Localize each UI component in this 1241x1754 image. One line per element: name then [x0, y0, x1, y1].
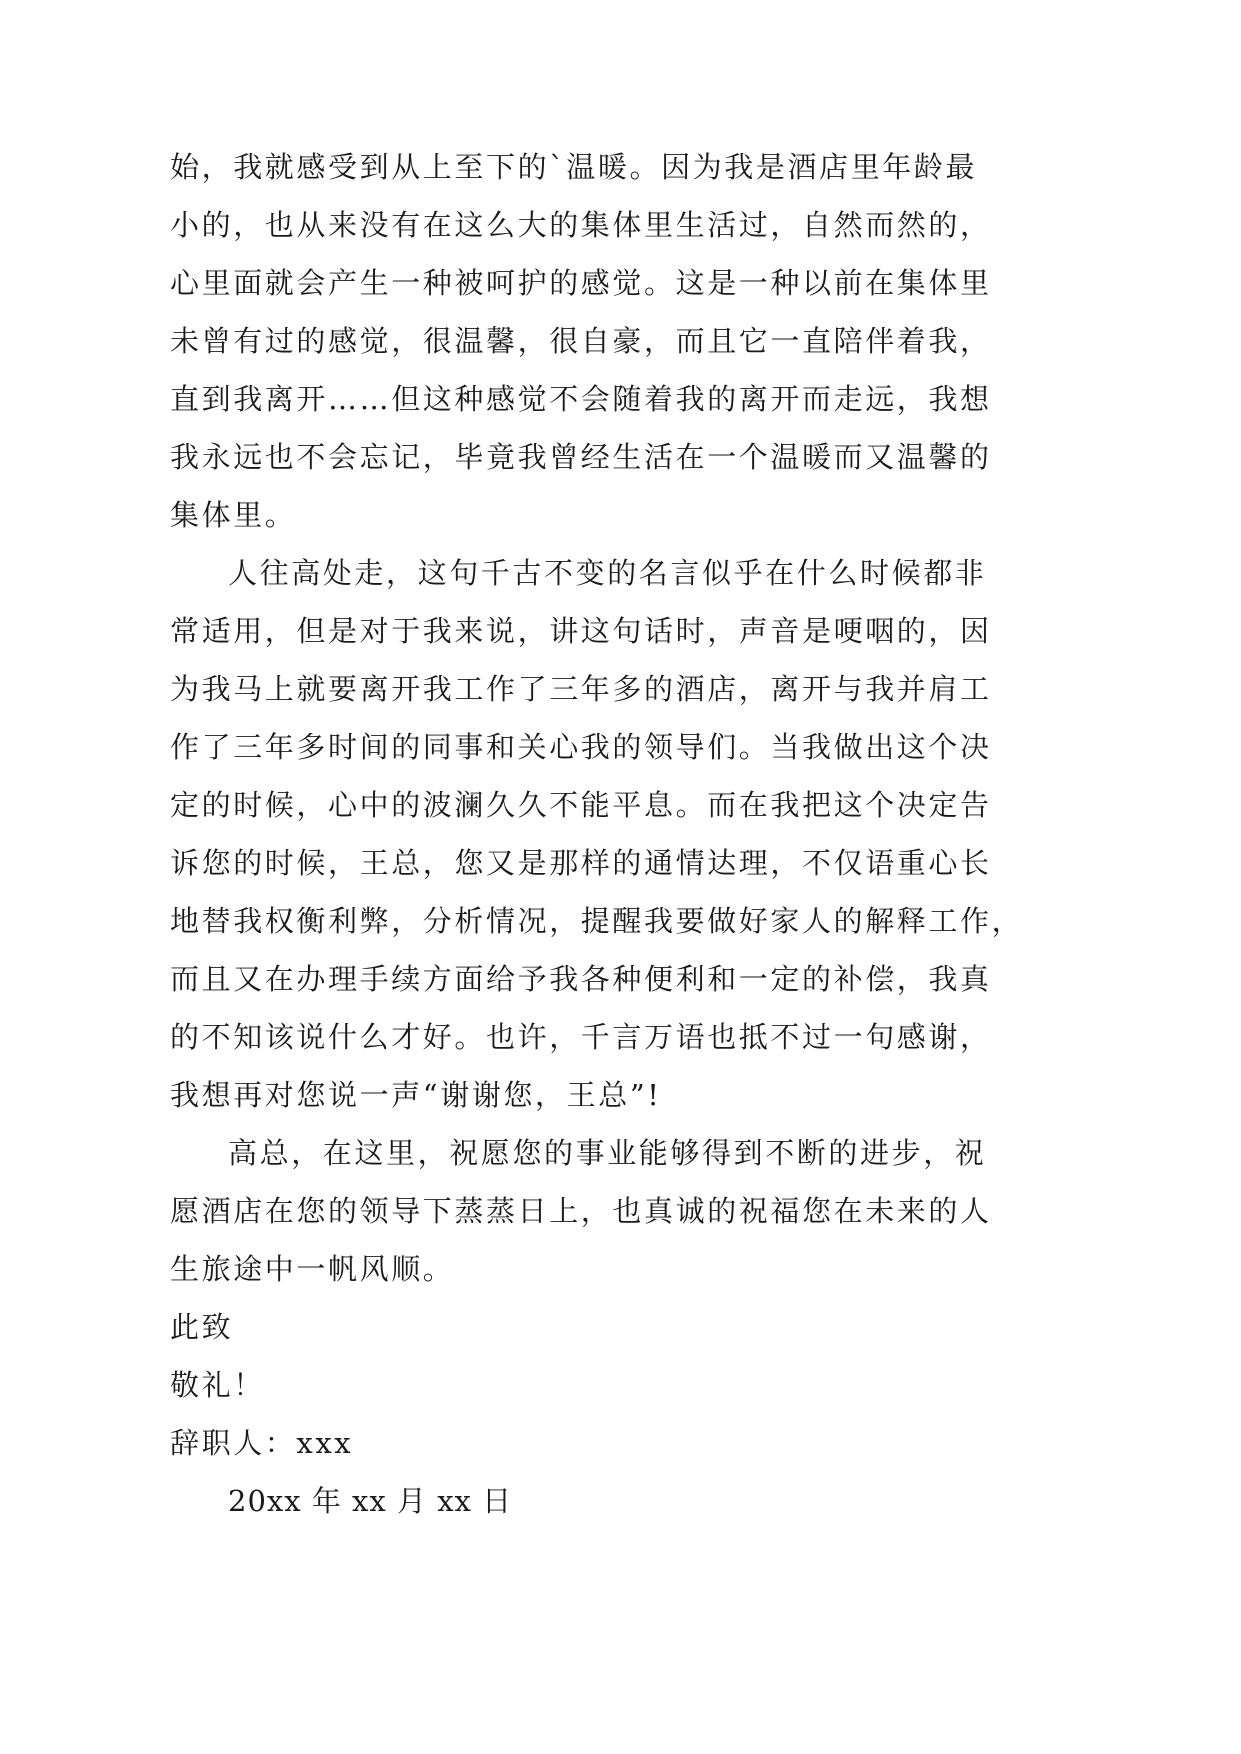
text-line: 我想再对您说一声“谢谢您，王总”! — [170, 1078, 662, 1112]
text-line: 为我马上就要离开我工作了三年多的酒店，离开与我并肩工 — [170, 672, 992, 706]
text-line: 定的时候，心中的波澜久久不能平息。而在我把这个决定告 — [170, 788, 992, 822]
text-line: 我永远也不会忘记，毕竟我曾经生活在一个温暖而又温馨的 — [170, 440, 992, 474]
text-line: 生旅途中一帆风顺。 — [170, 1252, 455, 1286]
text-line: 诉您的时候，王总，您又是那样的通情达理，不仅语重心长 — [170, 846, 992, 880]
letter-body — [170, 138, 1024, 1530]
paragraph-2 — [170, 544, 1024, 1124]
text-line: 愿酒店在您的领导下蒸蒸日上，也真诚的祝福您在未来的人 — [170, 1194, 992, 1228]
paragraph-1 — [170, 138, 992, 544]
closing-salutation: 此致 — [170, 1310, 234, 1344]
text-line: 人往高处走，这句千古不变的名言似乎在什么时候都非 — [228, 556, 987, 590]
text-line: 直到我离开……但这种感觉不会随着我的离开而走远，我想 — [170, 382, 992, 416]
closing-block — [170, 1298, 955, 1530]
text-line: 集体里。 — [170, 498, 297, 532]
text-line: 常适用，但是对于我来说，讲这句话时，声音是哽咽的，因 — [170, 614, 992, 648]
paragraph-3 — [170, 1124, 992, 1298]
text-line: 未曾有过的感觉，很温馨，很自豪，而且它一直陪伴着我， — [170, 324, 992, 358]
text-line: 高总，在这里，祝愿您的事业能够得到不断的进步，祝 — [228, 1136, 987, 1170]
text-line: 的不知该说什么才好。也许，千言万语也抵不过一句感谢， — [170, 1020, 992, 1054]
text-line: 地替我权衡利弊，分析情况，提醒我要做好家人的解释工作， — [170, 904, 1024, 938]
letter-date: 20xx 年 xx 月 xx 日 — [228, 1484, 513, 1518]
text-line: 作了三年多时间的同事和关心我的领导们。当我做出这个决 — [170, 730, 992, 764]
text-line: 心里面就会产生一种被呵护的感觉。这是一种以前在集体里 — [170, 266, 992, 300]
text-line: 始，我就感受到从上至下的`温暖。因为我是酒店里年龄最 — [170, 150, 978, 184]
text-line: 小的，也从来没有在这么大的集体里生活过，自然而然的， — [170, 208, 992, 242]
closing-regards: 敬礼！ — [170, 1368, 265, 1402]
signature: 辞职人：xxx — [170, 1426, 354, 1460]
text-line: 而且又在办理手续方面给予我各种便利和一定的补偿，我真 — [170, 962, 992, 996]
